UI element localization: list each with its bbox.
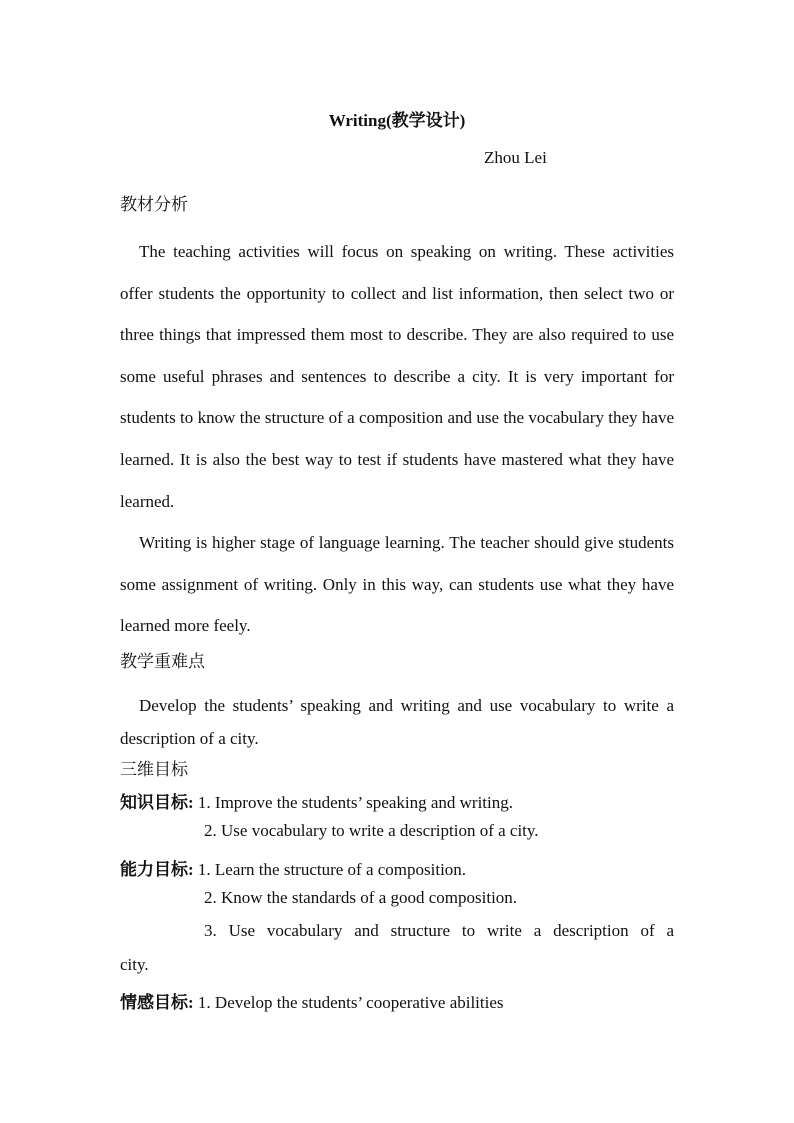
- ability-goal-3-continued: city.: [120, 955, 149, 974]
- emotion-goal-label: 情感目标:: [120, 993, 194, 1012]
- ability-goal-2: 2. Know the standards of a good composition.: [204, 888, 518, 907]
- knowledge-goal-2: 2. Use vocabulary to write a description of a city.: [204, 821, 539, 840]
- heading-key-points: 教学重难点: [120, 652, 205, 671]
- ability-goal-1: 1. Learn the structure of a composition.: [197, 860, 467, 879]
- author-name: Zhou Lei: [484, 148, 547, 167]
- emotion-goal-row: [120, 988, 504, 1013]
- emotion-goal-1: 1. Develop the students’ cooperative abilities: [197, 993, 504, 1012]
- ability-goal-label: 能力目标:: [120, 860, 194, 879]
- analysis-paragraph-1: The teaching activities will focus on speaking on writing. These activities offer students the opportunity to collect and list information, then select two or three things that impressed them most to describe. They are also required to use some useful phrases and sentences to describe a city. It is very important for students to know the structure of a composition and use the vocabulary they have learned. It is also the best way to test if students have mastered what they have learned.: [120, 242, 674, 511]
- heading-material-analysis: 教材分析: [120, 195, 188, 214]
- ability-goal-3: 3. Use vocabulary and structure to write a description of a: [204, 921, 674, 940]
- heading-three-dimension-goals: 三维目标: [120, 760, 188, 779]
- knowledge-goal-row: [120, 788, 513, 813]
- knowledge-goal-1: 1. Improve the students’ speaking and writing.: [197, 793, 513, 812]
- document-title: Writing(教学设计): [328, 111, 466, 130]
- ability-goal-row: [120, 855, 466, 880]
- knowledge-goal-label: 知识目标:: [120, 793, 194, 812]
- analysis-paragraph-2: Writing is higher stage of language learning. The teacher should give students some assignment of writing. Only in this way, can students use what they have learned more feely.: [120, 533, 674, 636]
- key-points-paragraph: Develop the students’ speaking and writing and use vocabulary to write a description of a city.: [120, 696, 674, 748]
